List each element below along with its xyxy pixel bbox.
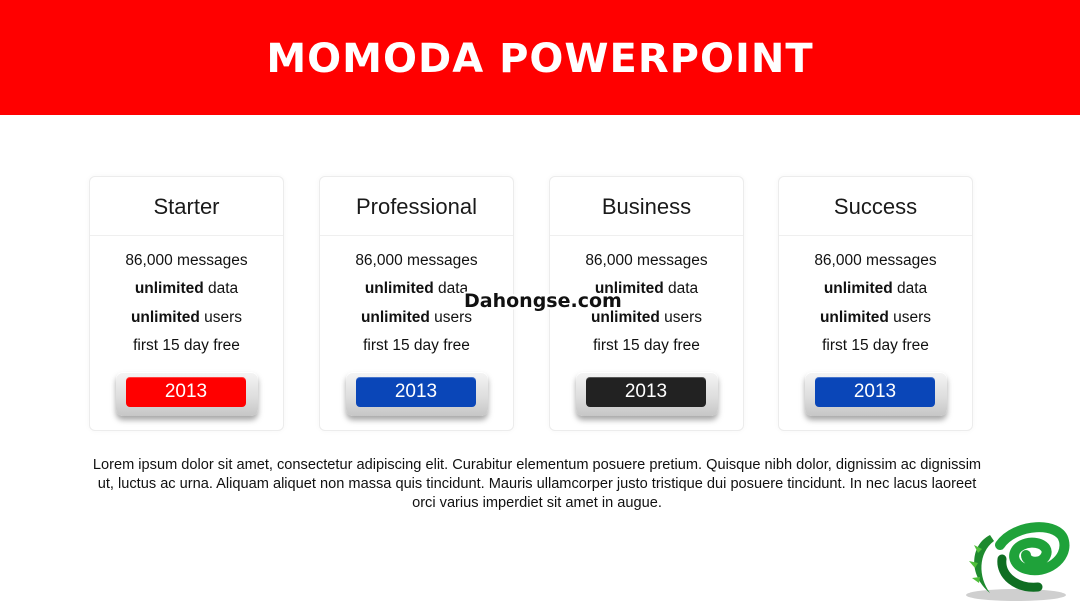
feature-users: unlimited users [130, 308, 243, 326]
plan-name: Starter [90, 177, 283, 236]
pricing-card-success [778, 176, 973, 431]
button-frame [805, 372, 947, 416]
feature-users: unlimited users [590, 308, 703, 326]
feature-users: unlimited users [819, 308, 932, 326]
feature-data: unlimited data [134, 280, 239, 298]
plan-name: Success [779, 177, 972, 236]
feature-data: unlimited data [823, 280, 928, 298]
slide-header [0, 0, 1080, 115]
button-frame [576, 372, 718, 416]
feature-messages: 86,000 messages [125, 252, 248, 269]
plan-name: Business [550, 177, 743, 236]
feature-data: unlimited data [594, 280, 699, 298]
feature-trial: first 15 day free [363, 336, 470, 354]
year-button[interactable]: 2013 [586, 377, 706, 407]
year-button[interactable]: 2013 [126, 377, 246, 407]
description-paragraph: Lorem ipsum dolor sit amet, consectetur adipiscing elit. Curabitur elementum posuere pretium. Quisque nibh dolor, dignissim ac dignissim ut, luctus ac urna. Aliquam aliquet non massa quis tincidunt. Mauris ullamcorper justo tristique dui posuere tincidunt. In nec lacus laoreet orci varius imperdiet sit amet in augue. [92, 457, 982, 511]
pricing-card-starter [89, 176, 284, 431]
feature-users: unlimited users [360, 308, 473, 326]
slide-title: MOMODA POWERPOINT [266, 35, 814, 82]
watermark-text: Dahongse.com [464, 290, 622, 312]
feature-messages: 86,000 messages [814, 252, 937, 269]
feature-messages: 86,000 messages [585, 252, 708, 269]
green-laurel-logo-icon [960, 515, 1072, 603]
feature-data: unlimited data [364, 280, 469, 298]
feature-trial: first 15 day free [822, 336, 929, 354]
year-button[interactable]: 2013 [356, 377, 476, 407]
feature-trial: first 15 day free [593, 336, 700, 354]
feature-messages: 86,000 messages [355, 252, 478, 269]
year-button[interactable]: 2013 [815, 377, 935, 407]
button-frame [116, 372, 258, 416]
feature-list [779, 251, 972, 364]
button-frame [346, 372, 488, 416]
feature-trial: first 15 day free [133, 336, 240, 354]
feature-list [90, 251, 283, 364]
plan-name: Professional [320, 177, 513, 236]
